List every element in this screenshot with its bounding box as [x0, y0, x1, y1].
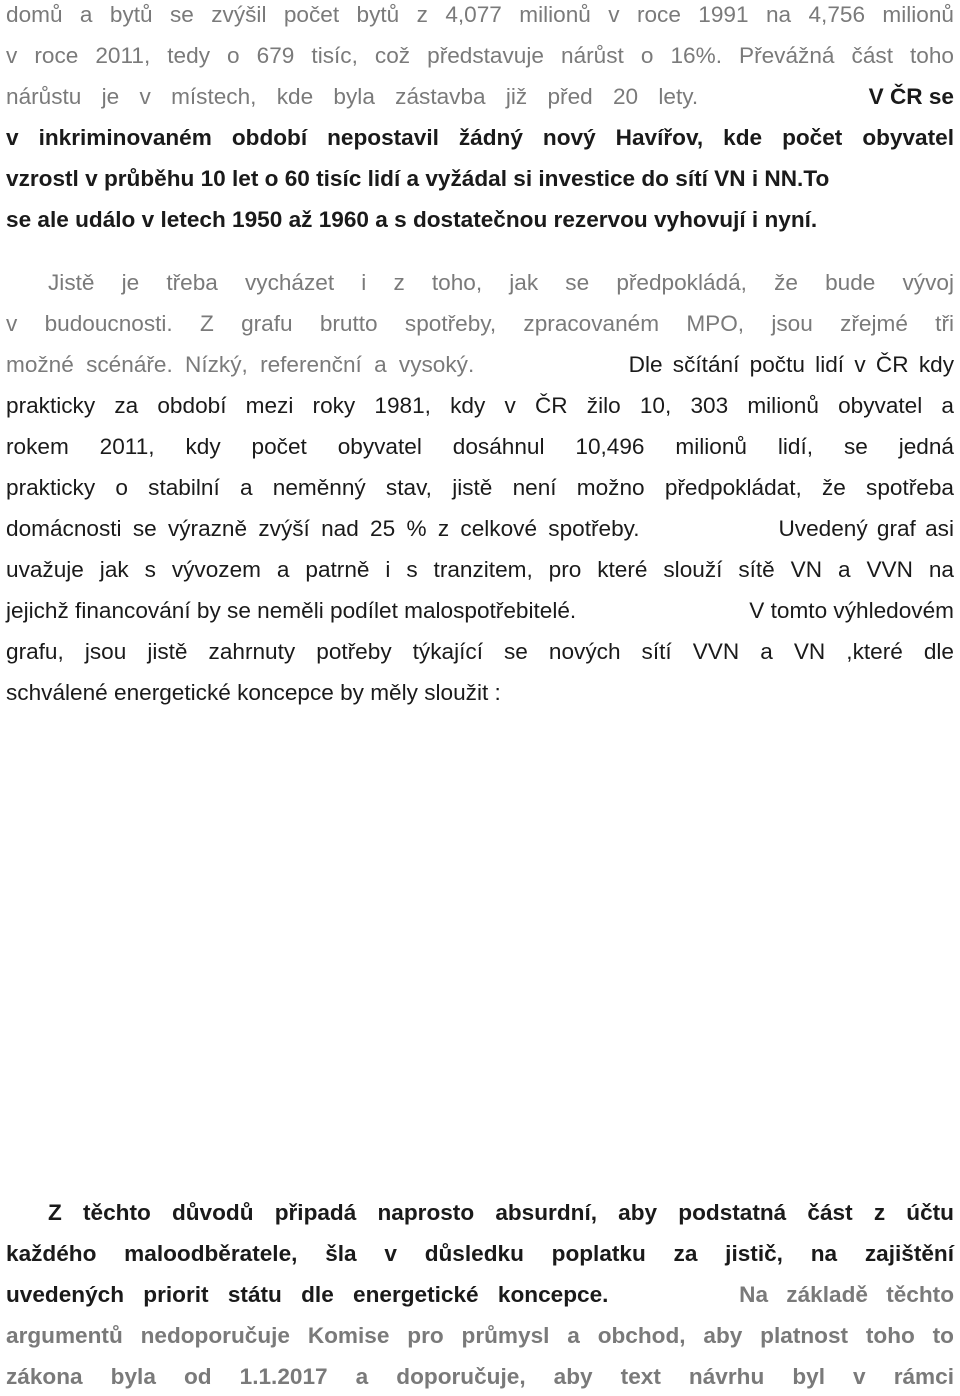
text-span: Dle sčítání počtu lidí v ČR kdy — [628, 352, 954, 377]
text-line-bold — [6, 1280, 954, 1310]
text-line-bold — [6, 164, 954, 194]
text-line: rokem 2011, kdy počet obyvatel dosáhnul 10,496 milionů lidí, se jedná — [6, 434, 954, 459]
text-span-bold: V ČR se — [868, 84, 954, 109]
text-line-bold: v inkriminovaném období nepostavil žádný nový Havířov, kde počet obyvatel — [6, 125, 954, 150]
text-span-bold: Na základě těchto — [739, 1282, 954, 1307]
text-span: jejichž financování by se neměli podílet malospotřebitelé. — [6, 598, 577, 623]
bullet-line — [6, 782, 954, 812]
text-line — [6, 596, 954, 626]
text-span-bold: .To — [797, 166, 830, 191]
text-line: schválené energetické koncepce by měly sloužit : — [6, 680, 501, 705]
text-line — [6, 350, 954, 380]
text-line-bold: každého maloodběratele, šla v důsledku poplatku za jistič, na zajištění — [6, 1241, 954, 1266]
bullet-line — [48, 949, 954, 979]
text-line-bold: argumentů nedoporučuje Komise pro průmysl a obchod, aby platnost toho to — [6, 1323, 954, 1348]
text-line: grafu, jsou jistě zahrnuty potřeby týkající se nových sítí VVN a VN ,které dle — [6, 639, 954, 664]
text-line-indented: Jistě je třeba vycházet i z toho, jak se předpokládá, že bude vývoj — [48, 270, 954, 295]
text-line: v roce 2011, tedy o 679 tisíc, což představuje nárůst o 16%. Převážná část toho — [6, 43, 954, 68]
text-line: uvažuje jak s vývozem a patrně i s tranzitem, pro které slouží sítě VN a VVN na — [6, 557, 954, 582]
text-line: prakticky za období mezi roky 1981, kdy v ČR žilo 10, 303 milionů obyvatel a — [6, 393, 954, 418]
bullet-line — [48, 741, 954, 771]
text-span: V tomto výhledovém — [749, 598, 954, 623]
text-line-bold: se ale událo v letech 1950 až 1960 a s dostatečnou rezervou vyhovují i nyní. — [6, 207, 818, 232]
text-line-bold: Z těchto důvodů připadá naprosto absurdní, aby podstatná část z účtu — [48, 1200, 954, 1225]
text-span: nárůstu je v místech, kde byla zástavba již před 20 lety. — [6, 84, 699, 109]
text-span-bold: vzrostl v průběhu 10 let o 60 tisíc lidí a vyžádal si investice do sítí VN i NN — [6, 166, 798, 191]
bullet-line — [6, 1094, 954, 1124]
text-line: domů a bytů se zvýšil počet bytů z 4,077 milionů v roce 1991 na 4,756 milionů — [6, 2, 954, 27]
text-line: prakticky o stabilní a neměnný stav, jistě není možno předpokládat, že spotřeba — [6, 475, 954, 500]
text-span: domácnosti se výrazně zvýší nad 25 % z celkové spotřeby. — [6, 516, 640, 541]
text-line — [6, 82, 954, 112]
bullet-line — [48, 845, 954, 875]
text-line — [6, 514, 954, 544]
bullet-line — [48, 1053, 954, 1083]
text-span: možné scénáře. Nízký, referenční a vysoký. — [6, 352, 475, 377]
text-line: v budoucnosti. Z grafu brutto spotřeby, zpracovaném MPO, jsou zřejmé tři — [6, 311, 954, 336]
bullet-line — [6, 1135, 954, 1165]
bullet-line — [6, 886, 954, 916]
text-span-bold: uvedených priorit státu dle energetické koncepce. — [6, 1282, 609, 1307]
bullet-line — [6, 990, 954, 1020]
text-span: Uvedený graf asi — [778, 516, 954, 541]
text-line-bold: zákona byla od 1.1.2017 a doporučuje, aby text návrhu byl v rámci — [6, 1364, 954, 1389]
